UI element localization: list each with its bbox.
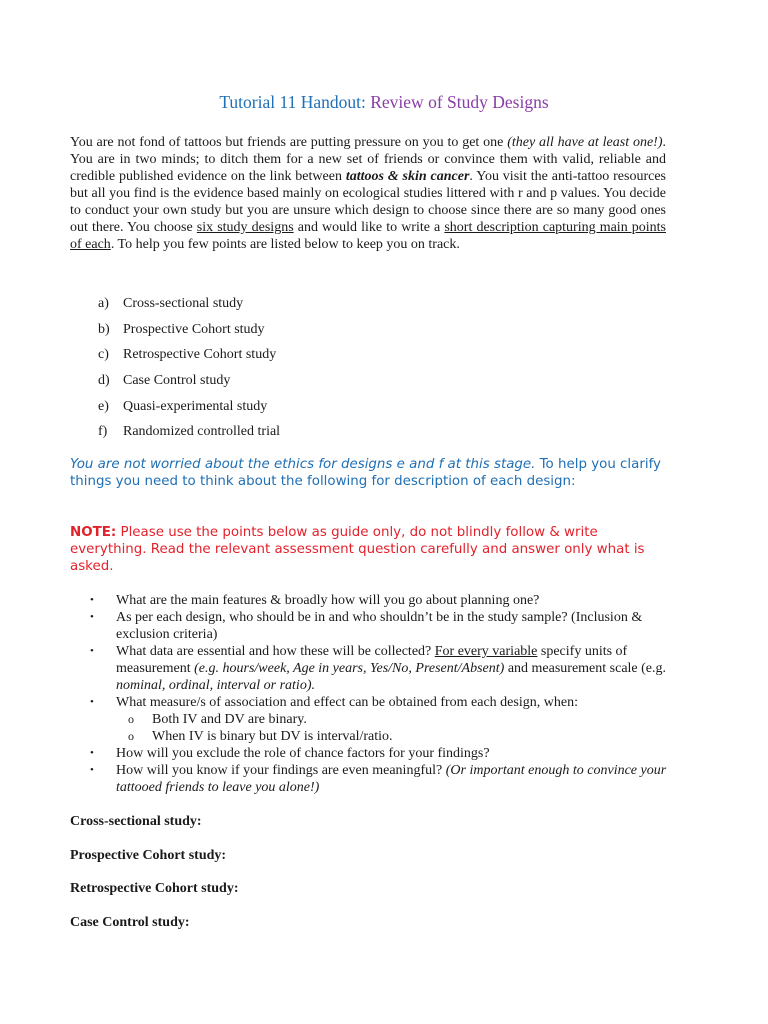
list-label: c): [98, 347, 109, 363]
question-italic: (e.g. hours/week, Age in years, Yes/No, Present/Absent): [194, 661, 505, 676]
section-heading-retrospective-cohort: Retrospective Cohort study:: [70, 881, 239, 896]
list-item: [98, 295, 280, 321]
list-label: e): [98, 398, 109, 414]
sub-question-item: [90, 711, 690, 728]
question-text-part: How will you know if your findings are even meaningful?: [116, 763, 446, 778]
question-item: [90, 762, 690, 796]
ethics-note-text: To help you clarify things you need to think about the following for description of each design:: [70, 457, 661, 489]
list-text: Quasi-experimental study: [123, 398, 268, 414]
title-part-designs: Study Designs: [447, 92, 549, 112]
bullet-icon: •: [90, 611, 94, 623]
page-title: [0, 92, 768, 113]
intro-text: You are not fond of tattoos but friends are putting pressure on you to get one: [70, 135, 508, 150]
bullet-icon: •: [90, 645, 94, 657]
note-text: Please use the points below as guide only, do not blindly follow & write everything. Read the relevant assessment question carefully and answer only what is asked.: [70, 525, 645, 574]
list-label: a): [98, 296, 109, 311]
ethics-note-paragraph: [70, 456, 670, 490]
list-label: f): [98, 424, 108, 440]
list-item: [98, 398, 280, 424]
question-italic: nominal, ordinal, interval or ratio).: [116, 678, 315, 693]
title-part-tutorial: Tutorial 11 Handout:: [219, 92, 366, 112]
question-item: [90, 745, 690, 762]
question-text-part: specify units of measurement: [116, 644, 628, 676]
question-item: [90, 609, 690, 643]
title-part-review: Review of: [365, 92, 448, 112]
question-item: [90, 592, 690, 609]
section-heading-case-control: Case Control study:: [70, 915, 190, 930]
bullet-icon: •: [90, 594, 94, 606]
intro-paragraph: [70, 134, 666, 253]
question-text-part: What data are essential and how these will be collected?: [116, 644, 435, 659]
list-label: d): [98, 373, 110, 389]
sub-question-text: Both IV and DV are binary.: [152, 712, 307, 727]
question-item: [90, 694, 690, 711]
section-heading-prospective-cohort: Prospective Cohort study:: [70, 848, 227, 863]
list-item: [98, 346, 280, 372]
ethics-note-italic: You are not worried about the ethics for designs e and f at this stage.: [70, 457, 536, 472]
bullet-icon: •: [90, 747, 94, 759]
question-item: [90, 643, 690, 694]
study-designs-list: [98, 295, 280, 449]
list-item: [98, 423, 280, 449]
question-text: [116, 762, 690, 796]
list-item: [98, 321, 280, 347]
intro-underline: six study designs: [196, 220, 294, 235]
intro-text: and would like to write a: [293, 220, 445, 235]
intro-bold-topic: tattoos & skin cancer: [345, 169, 470, 184]
intro-text: . You are in two minds; to ditch them for a new set of friends or convince them with valid, reliable and credible published evidence on the link between: [70, 135, 666, 184]
intro-text: . To help you few points are listed below to keep you on track.: [110, 237, 460, 252]
question-text: What are the main features & broadly how will you go about planning one?: [116, 593, 540, 608]
question-text: How will you exclude the role of chance factors for your findings?: [116, 746, 490, 761]
list-item: [98, 372, 280, 398]
intro-italic: (they all have at least one!): [507, 135, 663, 150]
question-text: As per each design, who should be in and who shouldn’t be in the study sample? (Inclusion & exclusion criteria): [116, 610, 643, 642]
list-label: b): [98, 321, 110, 337]
question-text: [116, 643, 690, 694]
circle-bullet-icon: o: [128, 712, 134, 726]
list-text: Prospective Cohort study: [123, 321, 265, 337]
note-label: NOTE:: [70, 525, 117, 540]
list-text: Randomized controlled trial: [123, 424, 281, 440]
guide-questions: [90, 592, 690, 796]
list-text: Case Control study: [123, 373, 231, 389]
list-text: Retrospective Cohort study: [123, 347, 277, 363]
question-text: What measure/s of association and effect can be obtained from each design, when:: [116, 695, 578, 710]
question-text-part: and measurement scale (e.g.: [504, 661, 667, 676]
question-underline: For every variable: [434, 644, 538, 659]
intro-text: . You visit the anti-tattoo resources but all you find is the evidence based mainly on ecological studies littered with r and p values. You decide to conduct your own study but you are unsure which design to choose since there are so many good ones out there. You choose: [70, 169, 667, 235]
list-text: Cross-sectional study: [123, 296, 244, 311]
bullet-icon: •: [90, 764, 94, 776]
section-heading-cross-sectional: Cross-sectional study:: [70, 814, 202, 829]
circle-bullet-icon: o: [128, 729, 134, 743]
intro-underline: short description capturing main points of each: [70, 220, 667, 252]
note-paragraph: [70, 524, 670, 575]
bullet-icon: •: [90, 696, 94, 708]
sub-question-item: [90, 728, 690, 745]
question-italic: (Or important enough to convince your tattooed friends to leave you alone!): [116, 763, 667, 795]
sub-question-text: When IV is binary but DV is interval/ratio.: [152, 729, 393, 744]
